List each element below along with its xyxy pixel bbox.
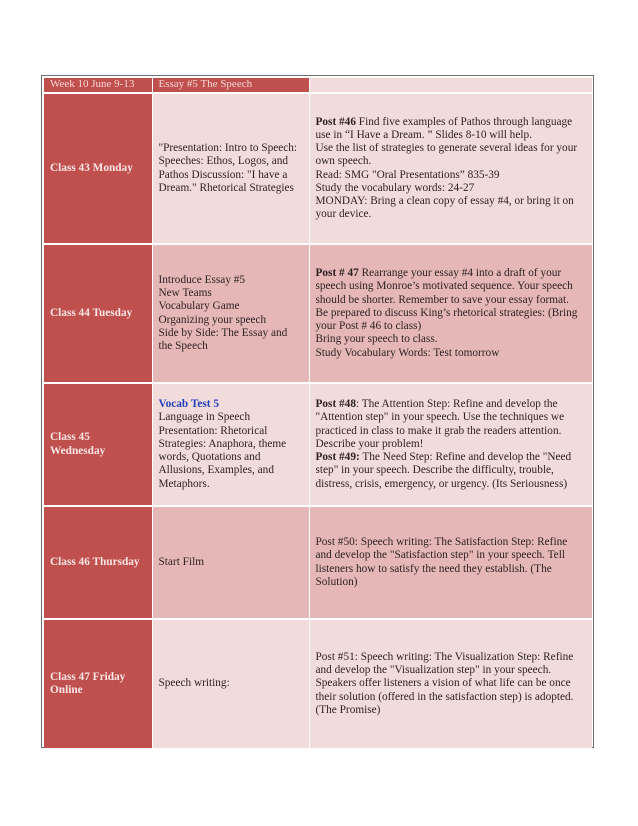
topic-cell bbox=[152, 93, 309, 244]
post-text: The Need Step: Refine and develop the "Need bbox=[359, 451, 572, 464]
homework-line: Study Vocabulary Words: Test tomorrow bbox=[315, 346, 500, 359]
table-row bbox=[44, 93, 592, 244]
homework-line: speech using Monroe’s motivated sequence. Your speech bbox=[315, 280, 573, 293]
topic-line: Language in Speech bbox=[158, 411, 251, 424]
unit-header: Essay #5 The Speech bbox=[152, 78, 309, 93]
topic-cell bbox=[152, 244, 309, 383]
homework-line: should be shorter. Remember to save your essay format. bbox=[315, 293, 569, 306]
day-line: Class 45 bbox=[50, 431, 90, 444]
topic-line: Allusions, Examples, and bbox=[158, 464, 274, 477]
day-cell: Class 46 Thursday bbox=[44, 506, 152, 619]
homework-line: practiced in class to make it grab the readers attention. bbox=[315, 424, 562, 437]
homework-line: Study the vocabulary words: 24-27 bbox=[315, 181, 475, 194]
post-line bbox=[316, 267, 585, 280]
homework-line: distress, crisis, emergency, or urgency. (Its Seriousness) bbox=[315, 477, 568, 490]
homework-line: Bring your speech to class. bbox=[315, 333, 438, 346]
homework-line: (The Promise) bbox=[315, 703, 381, 716]
post-line bbox=[316, 116, 585, 129]
post-label: Post #49: bbox=[315, 451, 360, 464]
table-row bbox=[44, 619, 592, 749]
topic-line: Vocabulary Game bbox=[158, 300, 240, 313]
table-row bbox=[44, 506, 592, 619]
homework-line: use in “I Have a Dream. ” Slides 8-10 will help. bbox=[315, 128, 532, 141]
topic-line: New Teams bbox=[158, 287, 212, 300]
homework-line: Use the list of strategies to generate several ideas for your bbox=[315, 142, 578, 155]
schedule-table bbox=[44, 78, 592, 750]
topic-cell: Start Film bbox=[152, 506, 309, 619]
homework-cell bbox=[309, 93, 592, 244]
homework-cell bbox=[309, 244, 592, 383]
homework-line: step" in your speech. Describe the difficulty, trouble, bbox=[315, 464, 554, 477]
post-line bbox=[316, 398, 585, 411]
post-label: Post #48 bbox=[315, 398, 356, 411]
post-text: Find five examples of Pathos through language bbox=[355, 115, 573, 128]
topic-line: Presentation: Rhetorical bbox=[158, 424, 268, 437]
vocab-test-title: Vocab Test 5 bbox=[158, 398, 219, 411]
day-cell bbox=[44, 619, 152, 749]
header-blank bbox=[309, 78, 592, 93]
topic-cell: Speech writing: bbox=[152, 619, 309, 749]
topic-line: Organizing your speech bbox=[158, 313, 267, 326]
post-line bbox=[316, 451, 585, 464]
post-text: Rearrange your essay #4 into a draft of your bbox=[358, 267, 562, 280]
topic-line: Side by Side: The Essay and bbox=[158, 326, 288, 339]
homework-line: Describe your problem! bbox=[315, 437, 424, 450]
homework-line: their solution (offered in the satisfaction step) is adopted. bbox=[315, 690, 574, 703]
day-line: Class 47 Friday bbox=[50, 670, 126, 683]
post-label: Post #46 bbox=[315, 115, 356, 128]
day-line: Online bbox=[50, 684, 83, 696]
post-label: Post # 47 bbox=[315, 267, 359, 280]
table-row bbox=[44, 244, 592, 383]
homework-line: and develop the "Visualization step" in your speech. bbox=[315, 664, 552, 677]
day-cell: Class 44 Tuesday bbox=[44, 244, 152, 383]
topic-cell bbox=[152, 383, 309, 506]
table-row bbox=[44, 383, 592, 506]
topic-line: Metaphors. bbox=[158, 477, 210, 490]
topic-line: Pathos Discussion: "I have a bbox=[158, 168, 288, 181]
topic-line: Introduce Essay #5 bbox=[158, 273, 246, 286]
homework-line: and develop the "Satisfaction step" in your speech. Tell bbox=[315, 549, 565, 562]
topic-line: words, Quotations and bbox=[158, 451, 261, 464]
homework-line: Be prepared to discuss King’s rhetorical strategies: (Bring bbox=[315, 306, 578, 319]
homework-line: listeners how to satisfy the need they establish. (The bbox=[315, 562, 552, 575]
homework-line: "Attention step" in your speech. Use the techniques we bbox=[315, 411, 565, 424]
day-line: Wednesday bbox=[50, 444, 106, 457]
homework-line: your Post # 46 to class) bbox=[315, 320, 422, 333]
week-header: Week 10 June 9-13 bbox=[44, 78, 152, 93]
day-cell bbox=[44, 383, 152, 506]
topic-line: Strategies: Anaphora, theme bbox=[158, 437, 287, 450]
homework-line: Post #50: Speech writing: The Satisfaction Step: Refine bbox=[315, 536, 568, 549]
homework-line: Post #51: Speech writing: The Visualization Step: Refine bbox=[315, 650, 574, 663]
homework-line: your device. bbox=[315, 208, 372, 221]
day-cell: Class 43 Monday bbox=[44, 93, 152, 244]
homework-line: Read: SMG "Oral Presentations” 835-39 bbox=[315, 168, 500, 181]
topic-line: the Speech bbox=[158, 339, 208, 352]
topic-line: "Presentation: Intro to Speech: bbox=[158, 142, 298, 155]
topic-line: Speeches: Ethos, Logos, and bbox=[158, 155, 289, 168]
homework-cell bbox=[309, 619, 592, 749]
homework-line: Speakers offer listeners a vision of what life can be once bbox=[315, 677, 571, 690]
homework-line: Solution) bbox=[315, 575, 358, 588]
homework-cell bbox=[309, 506, 592, 619]
post-text: : The Attention Step: Refine and develop the bbox=[355, 398, 558, 411]
homework-line: own speech. bbox=[315, 155, 372, 168]
header-row bbox=[44, 78, 592, 93]
homework-line: MONDAY: Bring a clean copy of essay #4, or bring it on bbox=[315, 194, 574, 207]
topic-line: Dream." Rhetorical Strategies bbox=[158, 181, 294, 194]
homework-cell bbox=[309, 383, 592, 506]
